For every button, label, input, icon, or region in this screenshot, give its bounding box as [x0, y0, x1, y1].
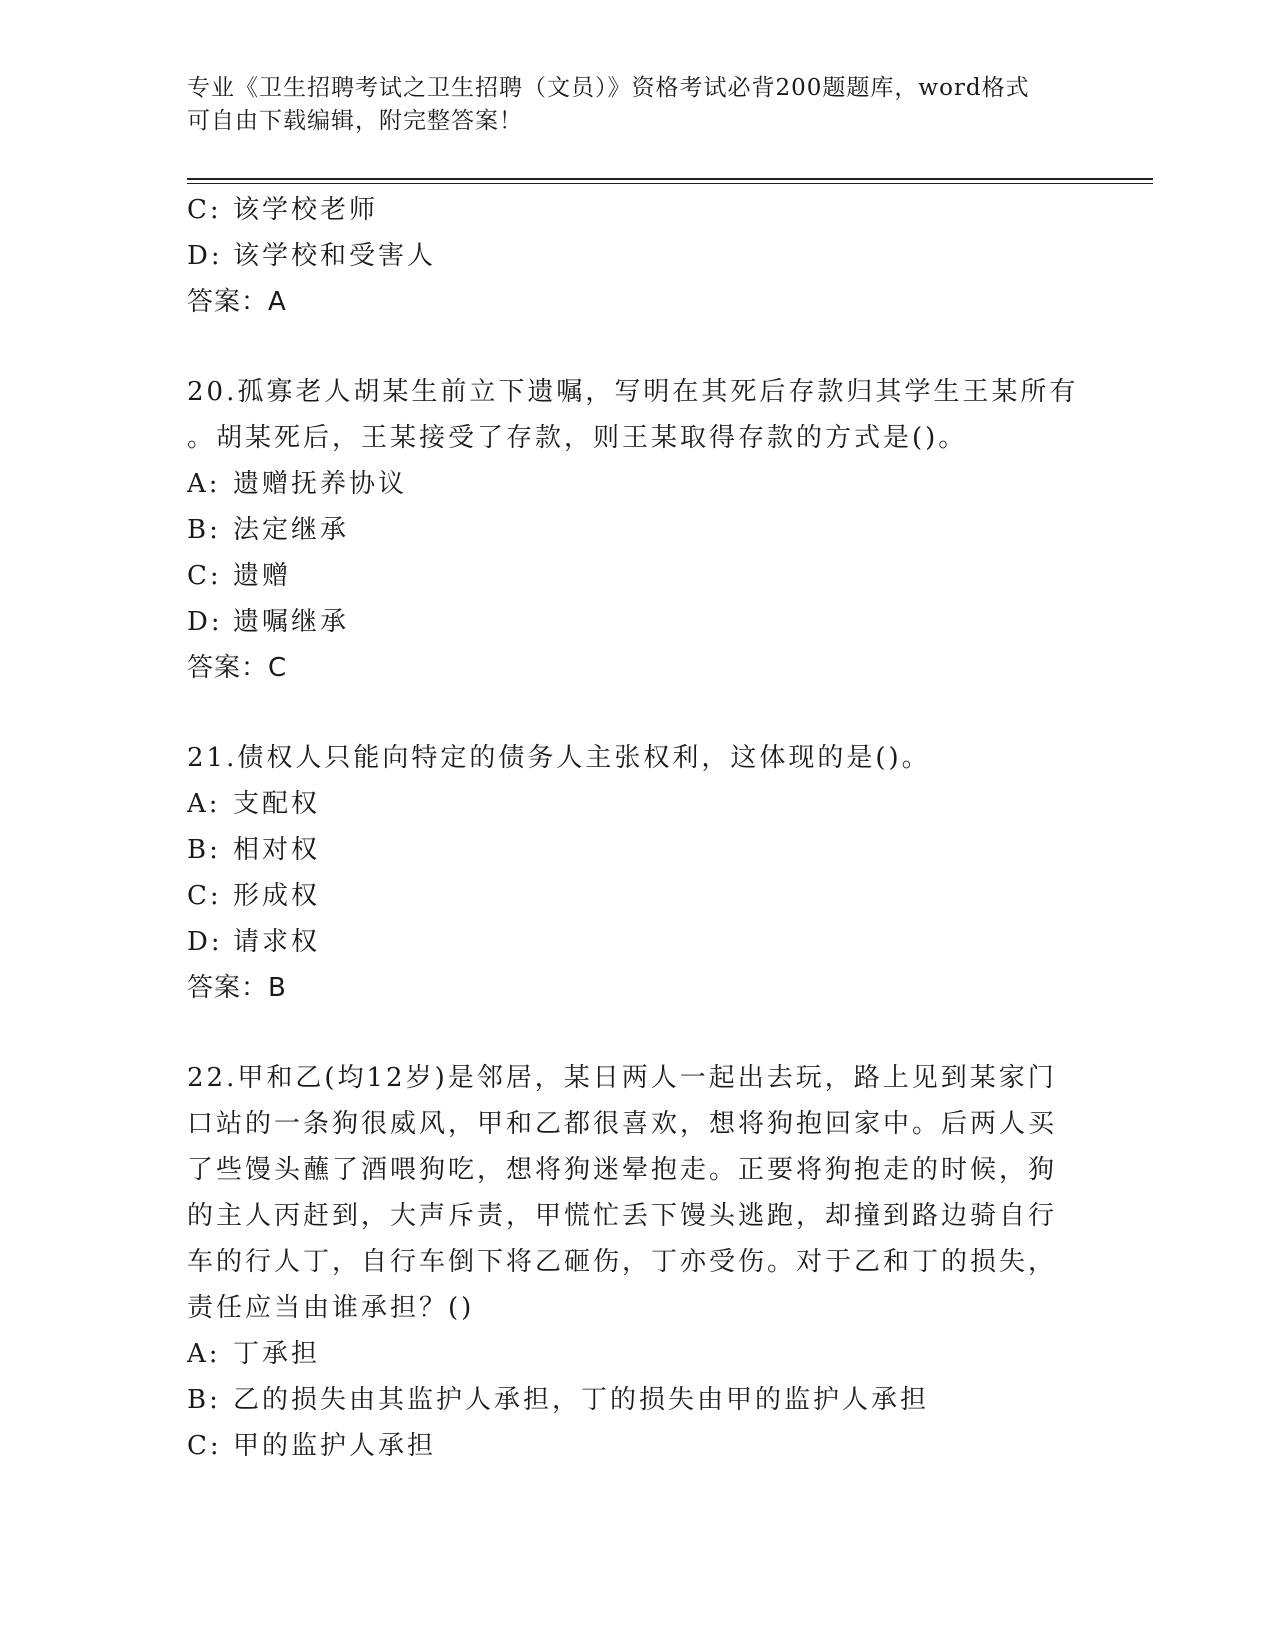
- option-a: [187, 461, 1087, 507]
- option-text: 遗赠: [233, 561, 292, 591]
- option-text: 法定继承: [233, 515, 350, 545]
- question-22-line-5: 车的行人丁，自行车倒下将乙砸伤，丁亦受伤。对于乙和丁的损失，: [187, 1247, 1058, 1277]
- header-divider-thick: [187, 178, 1153, 180]
- option-text: 相对权: [233, 835, 321, 865]
- option-letter: C:: [187, 1431, 222, 1461]
- option-c: [187, 553, 1087, 599]
- question-20-line-1: 20.孤寡老人胡某生前立下遗嘱，写明在其死后存款归其学生王某所有: [187, 377, 1079, 407]
- option-a: [187, 781, 1087, 827]
- answer-line: 答案：A: [187, 287, 287, 317]
- option-letter: B:: [187, 1385, 221, 1415]
- header-line-1: 专业《卫生招聘考试之卫生招聘（文员）》资格考试必背200题题库，word格式: [187, 75, 1030, 101]
- option-text: 该学校和受害人: [233, 241, 437, 271]
- question-22-line-1: 22.甲和乙(均12岁)是邻居，某日两人一起出去玩，路上见到某家门: [187, 1063, 1057, 1093]
- option-b: [187, 827, 1087, 873]
- option-letter: C:: [187, 881, 222, 911]
- option-letter: A:: [187, 469, 221, 499]
- option-text: 甲的监护人承担: [233, 1431, 437, 1461]
- option-b: [187, 507, 1087, 553]
- question-22-line-4: 的主人丙赶到，大声斥责，甲慌忙丢下馒头逃跑，却撞到路边骑自行: [187, 1201, 1058, 1231]
- question-content: [187, 187, 1087, 1469]
- option-text: 丁承担: [233, 1339, 321, 1369]
- option-text: 请求权: [233, 927, 321, 957]
- option-text: 乙的损失由其监护人承担，丁的损失由甲的监护人承担: [233, 1385, 930, 1415]
- option-b: [187, 1377, 1087, 1423]
- answer-line: 答案：C: [187, 653, 288, 683]
- option-letter: A:: [187, 1339, 221, 1369]
- option-text: 形成权: [233, 881, 321, 911]
- header-divider-thin: [187, 183, 1153, 184]
- option-d: [187, 919, 1087, 965]
- option-letter: C:: [187, 561, 222, 591]
- option-text: 遗赠抚养协议: [233, 469, 408, 499]
- question-22-line-6: 责任应当由谁承担？(): [187, 1293, 475, 1323]
- option-d: [187, 599, 1087, 645]
- option-letter: D:: [187, 927, 223, 957]
- option-a: [187, 1331, 1087, 1377]
- option-letter: B:: [187, 515, 221, 545]
- option-d: [187, 233, 1087, 279]
- option-c: [187, 873, 1087, 919]
- header-line-2: 可自由下载编辑，附完整答案！: [187, 108, 523, 134]
- option-letter: A:: [187, 789, 221, 819]
- option-text: 该学校老师: [233, 195, 379, 225]
- option-letter: C:: [187, 195, 222, 225]
- option-c: [187, 187, 1087, 233]
- question-21-line-1: 21.债权人只能向特定的债务人主张权利，这体现的是()。: [187, 743, 931, 773]
- answer-line: 答案：B: [187, 973, 287, 1003]
- option-letter: D:: [187, 607, 223, 637]
- option-letter: D:: [187, 241, 223, 271]
- question-20-line-2: 。胡某死后，王某接受了存款，则王某取得存款的方式是()。: [187, 423, 968, 453]
- question-22-line-3: 了些馒头蘸了酒喂狗吃，想将狗迷晕抱走。正要将狗抱走的时候，狗: [187, 1155, 1058, 1185]
- option-text: 遗嘱继承: [233, 607, 350, 637]
- document-header: [187, 72, 1067, 138]
- question-22-line-2: 口站的一条狗很威风，甲和乙都很喜欢，想将狗抱回家中。后两人买: [187, 1109, 1058, 1139]
- option-letter: B:: [187, 835, 221, 865]
- option-c: [187, 1423, 1087, 1469]
- option-text: 支配权: [233, 789, 321, 819]
